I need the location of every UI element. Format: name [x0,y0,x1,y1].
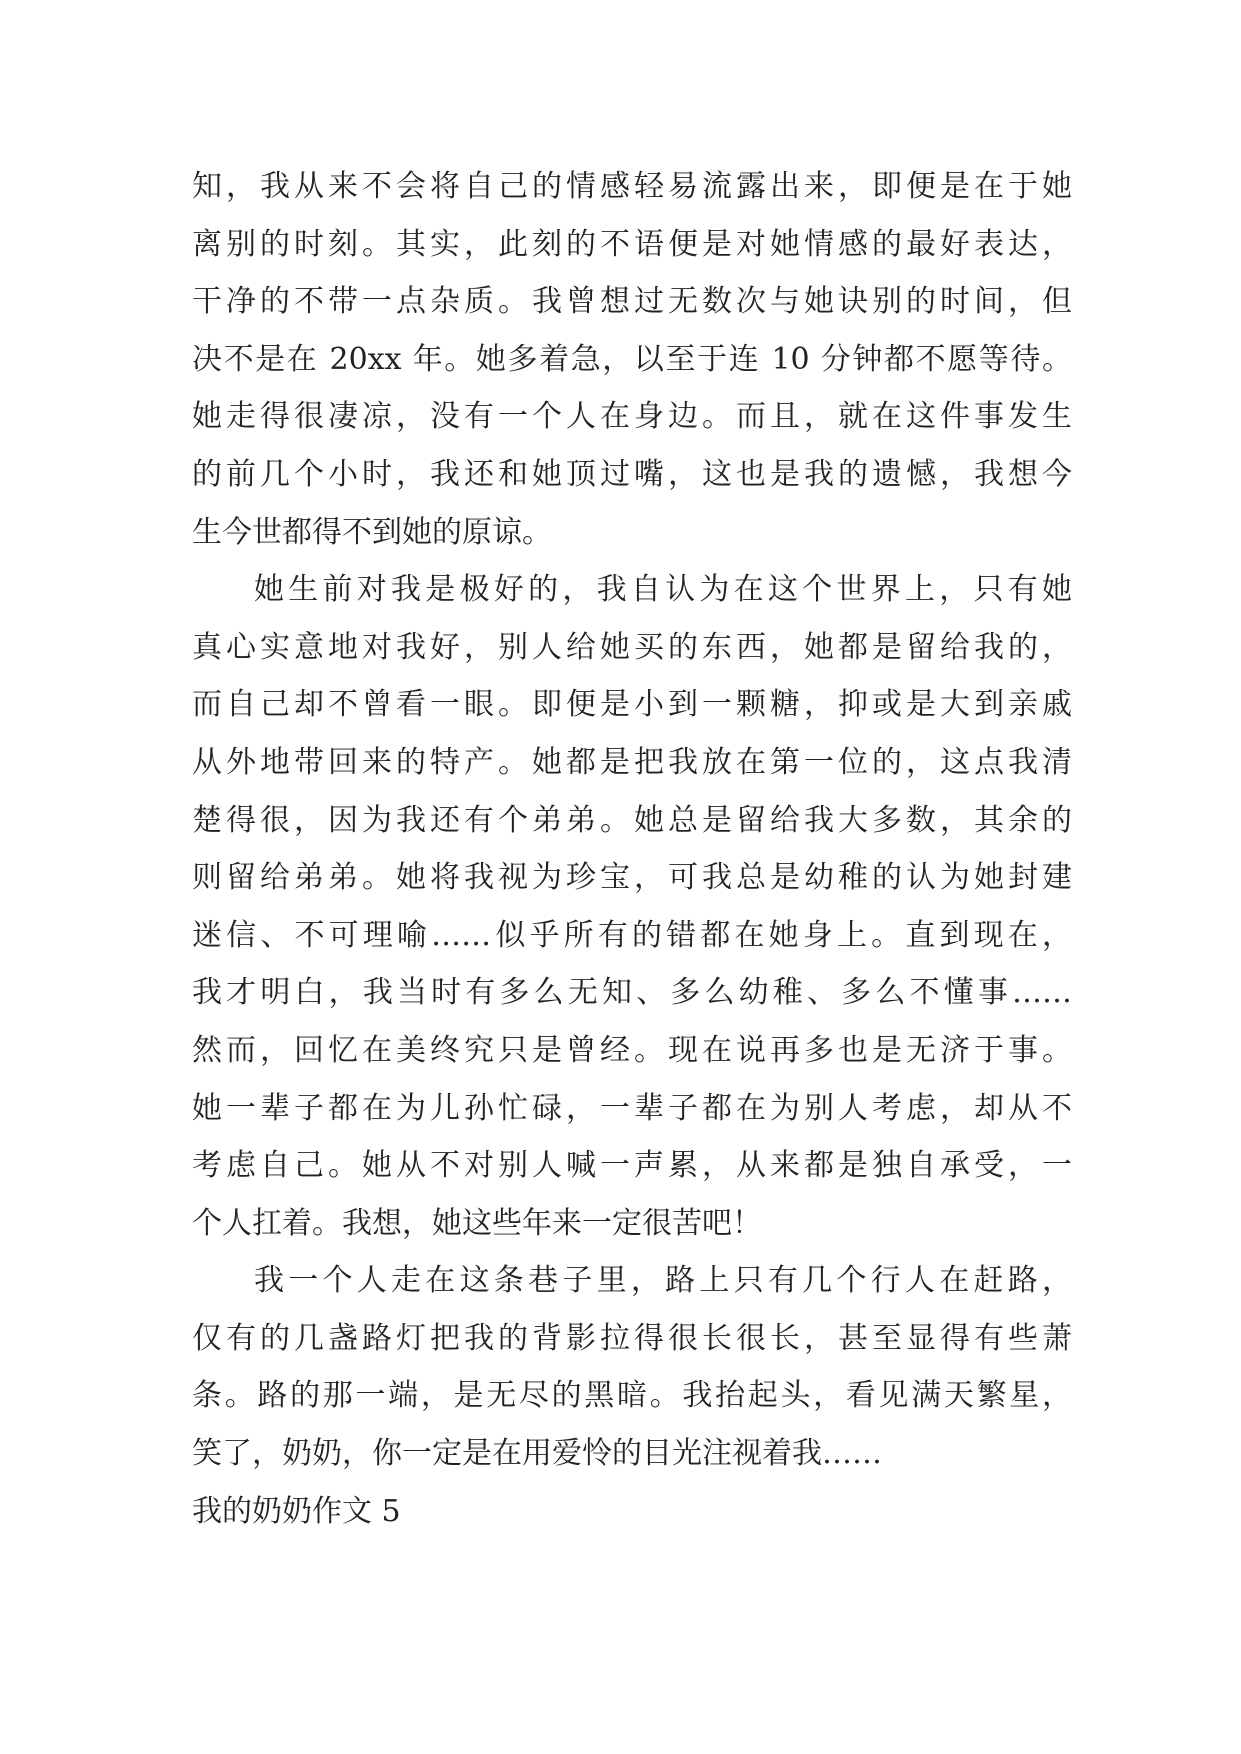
text-line: 生今世都得不到她的原谅。 [192,514,552,550]
text-line: 从外地带回来的特产。她都是把我放在第一位的，这点我清 [192,744,1072,780]
text-line: 我才明白，我当时有多么无知、多么幼稚、多么不懂事…… [192,975,1072,1011]
text-line: 她一辈子都在为儿孙忙碌，一辈子都在为别人考虑，却从不 [192,1090,1072,1126]
text-line: 考虑自己。她从不对别人喊一声累，从来都是独自承受，一 [192,1148,1072,1184]
text-line: 笑了，奶奶，你一定是在用爱怜的目光注视着我…… [192,1436,882,1472]
paragraph-2 [192,561,1072,1252]
paragraph-1 [192,158,1072,561]
text-line: 迷信、不可理喻……似乎所有的错都在她身上。直到现在， [192,917,1072,953]
text-line: 然而，回忆在美终究只是曾经。现在说再多也是无济于事。 [192,1032,1072,1068]
text-line: 个人扛着。我想，她这些年来一定很苦吧！ [192,1205,762,1241]
text-line: 而自己却不曾看一眼。即便是小到一颗糖，抑或是大到亲戚 [192,687,1072,723]
section-heading: 我的奶奶作文 5 [192,1493,401,1529]
text-line: 条。路的那一端，是无尽的黑暗。我抬起头，看见满天繁星， [192,1378,1072,1414]
text-line: 干净的不带一点杂质。我曾想过无数次与她诀别的时间，但 [192,284,1072,320]
text-line: 仅有的几盏路灯把我的背影拉得很长很长，甚至显得有些萧 [192,1320,1072,1356]
paragraph-3 [192,1252,1072,1482]
text-line: 楚得很，因为我还有个弟弟。她总是留给我大多数，其余的 [192,802,1072,838]
text-line: 真心实意地对我好，别人给她买的东西，她都是留给我的， [192,629,1072,665]
text-line: 的前几个小时，我还和她顶过嘴，这也是我的遗憾，我想今 [192,456,1072,492]
text-line: 则留给弟弟。她将我视为珍宝，可我总是幼稚的认为她封建 [192,860,1072,896]
text-line: 决不是在 20xx 年。她多着急，以至于连 10 分钟都不愿等待。 [192,341,1072,377]
text-line: 我一个人走在这条巷子里，路上只有几个行人在赶路， [254,1263,1072,1299]
document-body [192,158,1072,1540]
text-line: 知，我从来不会将自己的情感轻易流露出来，即便是在于她 [192,169,1072,204]
text-line: 离别的时刻。其实，此刻的不语便是对她情感的最好表达， [192,226,1072,262]
text-line: 她生前对我是极好的，我自认为在这个世界上，只有她 [254,572,1072,608]
text-line: 她走得很凄凉，没有一个人在身边。而且，就在这件事发生 [192,399,1072,435]
